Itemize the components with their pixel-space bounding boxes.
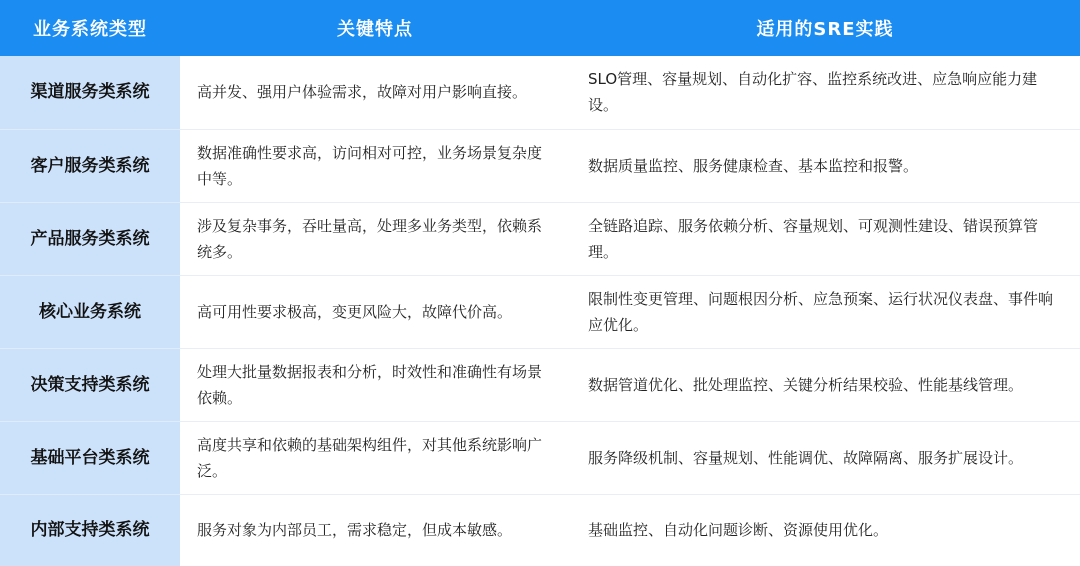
key-features-cell: 高并发、强用户体验需求，故障对用户影响直接。: [180, 56, 570, 129]
sre-practice-cell: 限制性变更管理、问题根因分析、应急预案、运行状况仪表盘、事件响应优化。: [570, 275, 1080, 348]
system-type-cell: 客户服务类系统: [0, 129, 180, 202]
header-row: [0, 0, 1080, 56]
system-type-cell: 决策支持类系统: [0, 348, 180, 421]
sre-practice-cell: 全链路追踪、服务依赖分析、容量规划、可观测性建设、错误预算管理。: [570, 202, 1080, 275]
key-features-cell: 涉及复杂事务，吞吐量高，处理多业务类型，依赖系统多。: [180, 202, 570, 275]
table-row: [0, 494, 1080, 566]
table-row: [0, 348, 1080, 421]
table-row: [0, 129, 1080, 202]
key-features-cell: 高度共享和依赖的基础架构组件，对其他系统影响广泛。: [180, 421, 570, 494]
system-type-cell: 内部支持类系统: [0, 494, 180, 566]
table-row: [0, 56, 1080, 129]
table-row: [0, 275, 1080, 348]
sre-practice-cell: 基础监控、自动化问题诊断、资源使用优化。: [570, 494, 1080, 566]
sre-practice-cell: 数据质量监控、服务健康检查、基本监控和报警。: [570, 129, 1080, 202]
sre-practice-cell: 数据管道优化、批处理监控、关键分析结果校验、性能基线管理。: [570, 348, 1080, 421]
key-features-cell: 数据准确性要求高，访问相对可控，业务场景复杂度中等。: [180, 129, 570, 202]
system-type-cell: 渠道服务类系统: [0, 56, 180, 129]
table-row: [0, 421, 1080, 494]
header-business-system-type: 业务系统类型: [0, 0, 180, 56]
header-applicable-sre-practice: 适用的SRE实践: [570, 0, 1080, 56]
system-type-cell: 基础平台类系统: [0, 421, 180, 494]
system-type-cell: 核心业务系统: [0, 275, 180, 348]
table-body: [0, 56, 1080, 566]
table-header: [0, 0, 1080, 56]
table-row: [0, 202, 1080, 275]
system-type-cell: 产品服务类系统: [0, 202, 180, 275]
sre-practice-cell: SLO管理、容量规划、自动化扩容、监控系统改进、应急响应能力建设。: [570, 56, 1080, 129]
key-features-cell: 高可用性要求极高，变更风险大，故障代价高。: [180, 275, 570, 348]
key-features-cell: 服务对象为内部员工，需求稳定，但成本敏感。: [180, 494, 570, 566]
header-key-features: 关键特点: [180, 0, 570, 56]
sre-practice-cell: 服务降级机制、容量规划、性能调优、故障隔离、服务扩展设计。: [570, 421, 1080, 494]
key-features-cell: 处理大批量数据报表和分析，时效性和准确性有场景依赖。: [180, 348, 570, 421]
